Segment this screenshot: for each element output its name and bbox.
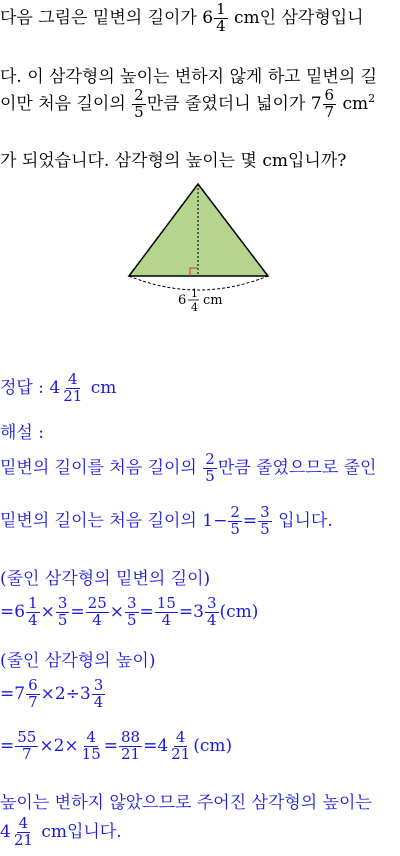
explanation-line-8: 높이는 변하지 않았으므로 주어진 삼각형의 높이는 [0,793,372,813]
base-whole: 6 [178,293,187,308]
explanation-label: 해설 : [0,423,44,443]
problem-text: 다음 그림은 밑변의 길이가 6 [0,7,214,28]
answer-line [0,372,116,405]
problem-line-4 [0,146,346,171]
base-brace [129,276,268,290]
explanation-line-5: (줄인 삼각형의 높이) [0,651,156,671]
fraction: $\frac{3}{5}$ [260,503,270,538]
fraction: $\frac{4}{21}$ [63,370,83,405]
problem-line-3 [0,88,375,121]
explanation-line-9: 4 $\frac{4}{21}$ cm입니다. [0,814,122,849]
answer-label: 정답 : 4 [0,377,61,398]
problem-line-2 [0,62,377,87]
superscript: 2 [368,92,376,106]
problem-line-1 [0,2,364,35]
unit: cm [85,377,117,398]
problem-text: cm인 삼각형입니 [228,7,364,28]
triangle-figure [0,176,400,326]
explanation-line-3: (줄인 삼각형의 밑변의 길이) [0,569,211,589]
fraction: $\frac{2}{5}$ [134,86,144,121]
fraction: $\frac{6}{7}$ [324,86,335,121]
explanation-line-4: =6 $\frac{1}{4}$ × $\frac{3}{5}$ = $\frac{25}{4}$ × $\frac{3}{5}$ = $\frac{15}{4}$ =3 $\frac{3}{4}$ (cm) [0,594,259,629]
explanation-line-7: = $\frac{55}{7}$ ×2× $\frac{4}{15}$ = $\frac{88}{21}$ =4 $\frac{4}{21}$ (cm) [0,728,233,763]
fraction: $\frac{2}{5}$ [230,503,240,538]
fraction: $\frac{2}{5}$ [205,450,215,485]
explanation-line-2: 밑변의 길이는 처음 길이의 1− $\frac{2}{5}$ = $\frac{3}{5}$ 입니다. [0,503,333,538]
base-num: 1 [191,287,198,300]
problem-text: 만큼 줄였더니 넓이가 7 [146,93,322,114]
unit: cm [337,93,369,114]
fraction: $\frac{1}{4}$ [216,0,226,35]
base-unit: cm [203,293,223,308]
problem-text: 가 되었습니다. 삼각형의 높이는 몇 cm입니까? [0,151,347,171]
explanation-line-1: 밑변의 길이를 처음 길이의 $\frac{2}{5}$ 만큼 줄였으므로 줄인 [0,450,377,485]
base-den: 4 [191,301,198,314]
problem-text: 다. 이 삼각형의 높이는 변하지 않게 하고 밑변의 길 [0,67,378,87]
problem-text: 이만 처음 길이의 [0,93,132,114]
explanation-line-6: =7 $\frac{6}{7}$ ×2÷3 $\frac{3}{4}$ [0,676,104,711]
